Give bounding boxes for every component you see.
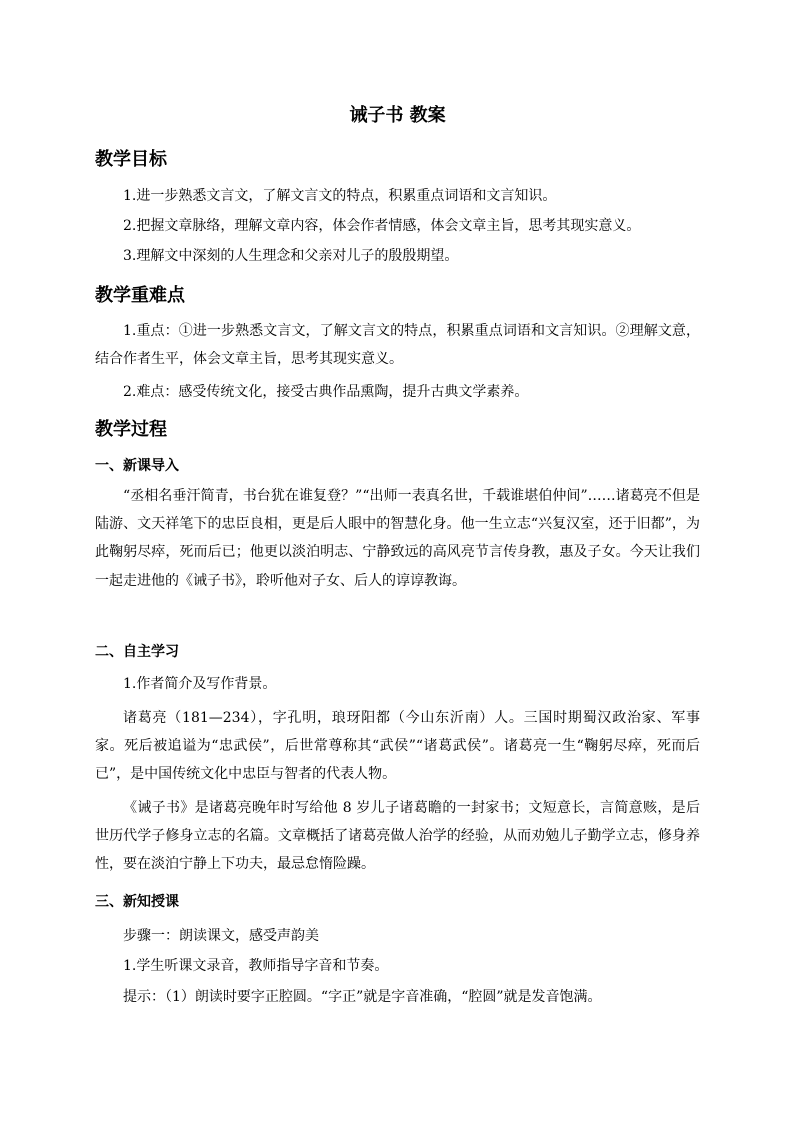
key-point-2: 2.难点：感受传统文化，接受古典作品熏陶，提升古典文学素养。 xyxy=(123,384,529,400)
step-one-item: 1.学生听课文录音，教师指导字音和节奏。 xyxy=(123,958,389,974)
subheading-self-study: 二、自主学习 xyxy=(95,644,179,660)
self-study-subtitle: 1.作者简介及写作背景。 xyxy=(123,676,277,692)
key-point-1: 1.重点：①进一步熟悉文言文，了解文言文的特点，积累重点词语和文言知识。②理解文意，结合作者生平，体会文章主旨，思考其现实意义。 xyxy=(95,323,700,368)
page-title: 诫子书 教案 xyxy=(349,105,446,126)
intro-paragraph: “丞相名垂汗简青，书台犹在谁复登？”“出师一表真名世，千载谁堪伯仲间”……诸葛亮不但是陆游、文天祥笔下的忠臣良相，更是后人眼中的智慧化身。他一生立志“兴复汉室，还于旧都”，为此鞠躬尽瘁，死而后已；他更以淡泊明志、宁静致远的高风亮节言传身教，惠及子女。今天让我们一起走进他的《诫子书》，聆听他对子女、后人的谆谆教诲。 xyxy=(95,488,700,589)
section-heading-process: 教学过程 xyxy=(95,419,167,440)
goal-item-3: 3.理解文中深刻的人生理念和父亲对儿子的殷殷期望。 xyxy=(123,248,459,264)
author-bio-paragraph: 诸葛亮（181—234），字孔明，琅玡阳都（今山东沂南）人。三国时期蜀汉政治家、军事家。死后被追谥为“忠武侯”，后世常尊称其“武侯”“诸葛武侯”。诸葛亮一生“鞠躬尽瘁，死而后已”，是中国传统文化中忠臣与智者的代表人物。 xyxy=(95,710,700,783)
section-heading-goals: 教学目标 xyxy=(95,149,167,170)
subheading-new-lesson: 三、新知授课 xyxy=(95,894,179,910)
reading-tip: 提示：（1）朗读时要字正腔圆。“字正”就是字音准确，“腔圆”就是发音饱满。 xyxy=(123,989,602,1005)
goal-item-1: 1.进一步熟悉文言文，了解文言文的特点，积累重点词语和文言知识。 xyxy=(123,188,557,204)
step-one: 步骤一：朗读课文，感受声韵美 xyxy=(123,928,319,944)
subheading-intro: 一、新课导入 xyxy=(95,458,179,474)
goal-item-2: 2.把握文章脉络，理解文章内容，体会作者情感，体会文章主旨，思考其现实意义。 xyxy=(123,218,641,234)
background-paragraph: 《诫子书》是诸葛亮晚年时写给他 8 岁儿子诸葛瞻的一封家书；文短意长，言简意赅，是后世历代学子修身立志的名篇。文章概括了诸葛亮做人治学的经验，从而劝勉儿子勤学立志，修身养性，要在淡泊宁静上下功夫，最忌怠惰险躁。 xyxy=(95,800,700,873)
section-heading-key-points: 教学重难点 xyxy=(95,285,185,306)
